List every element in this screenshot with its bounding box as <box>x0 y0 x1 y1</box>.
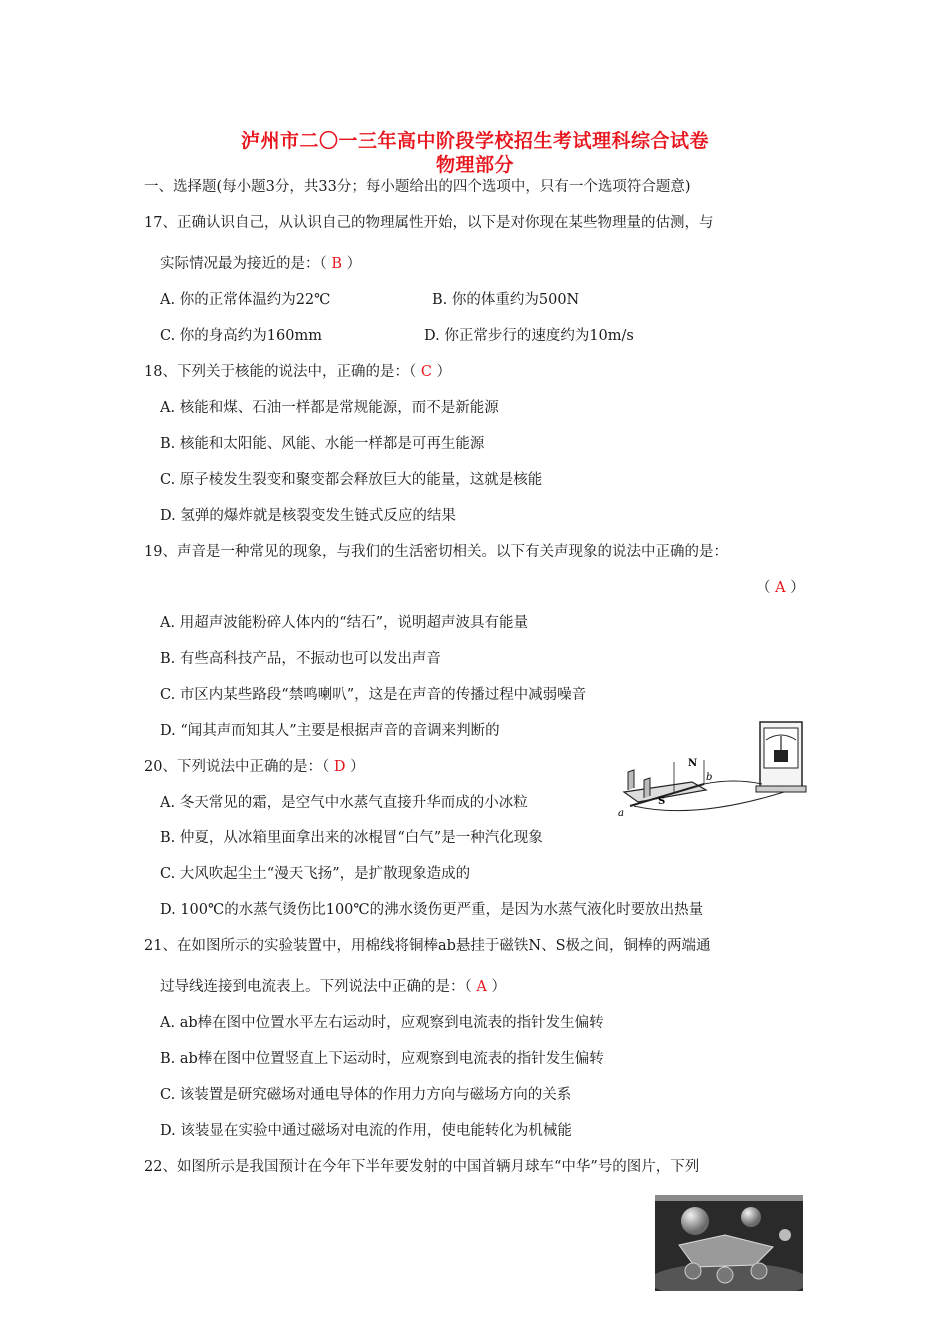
q17-stem-cont: 实际情况最为接近的是：（ B ） <box>160 256 362 272</box>
q21-option-c: C. 该装置是研究磁场对通电导体的作用力方向与磁场方向的关系 <box>160 1087 572 1103</box>
apparatus-figure <box>614 720 814 820</box>
q18-option-d: D. 氢弹的爆炸就是核裂变发生链式反应的结果 <box>160 508 456 524</box>
q21-option-a: A. ab棒在图中位置水平左右运动时，应观察到电流表的指针发生偏转 <box>160 1015 604 1031</box>
exam-title: 泸州市二〇一三年高中阶段学校招生考试理科综合试卷 <box>240 130 709 152</box>
q18-option-a: A. 核能和煤、石油一样都是常规能源，而不是新能源 <box>160 400 499 416</box>
q19-option-d: D. “闻其声而知其人”主要是根据声音的音调来判断的 <box>160 723 500 739</box>
q20-answer: D <box>333 759 346 775</box>
q17-option-d: D. 你正常步行的速度约为10m/s <box>424 328 634 344</box>
rover-wheel <box>717 1267 733 1283</box>
magnet-pole-left <box>628 770 634 790</box>
galvanometer-core <box>774 750 788 762</box>
q17-option-a: A. 你的正常体温约为22℃ <box>160 292 331 308</box>
q21-stem: 21、在如图所示的实验装置中，用棉线将铜棒ab悬挂于磁铁N、S极之间，铜棒的两端通 <box>144 938 711 954</box>
q18-stem: 18、下列关于核能的说法中，正确的是：（ C ） <box>144 364 452 380</box>
magnet-pole-right <box>644 778 650 798</box>
rover-camera <box>779 1229 791 1241</box>
q19-option-b: B. 有些高科技产品，不振动也可以发出声音 <box>160 651 441 667</box>
q20-option-c: C. 大风吹起尘土“漫天飞扬”，是扩散现象造成的 <box>160 866 471 882</box>
q17-stem: 17、正确认识自己，从认识自己的物理属性开始，以下是对你现在某些物理量的估测，与 <box>144 215 714 231</box>
q21-answer: A <box>476 979 487 995</box>
label-n: N <box>688 758 698 769</box>
exam-subtitle: 物理部分 <box>435 154 514 176</box>
q17-answer: B <box>331 256 343 272</box>
q18-option-c: C. 原子棱发生裂变和聚变都会释放巨大的能量，这就是核能 <box>160 472 543 488</box>
section-heading: 一、选择题(每小题3分，共33分；每小题给出的四个选项中，只有一个选项符合题意) <box>144 179 691 195</box>
lunar-rover-photo <box>655 1195 803 1291</box>
q19-answer-bracket: （ A ） <box>756 580 805 596</box>
q18-answer: C <box>420 364 432 380</box>
q21-option-d: D. 该装显在实验中通过磁场对电流的作用，使电能转化为机械能 <box>160 1123 572 1139</box>
rover-wheel <box>685 1263 701 1279</box>
q19-answer: A <box>775 580 786 596</box>
rover-wheel <box>751 1263 767 1279</box>
q19-stem: 19、声音是一种常见的现象，与我们的生活密切相关。以下有关声现象的说法中正确的是： <box>144 544 728 560</box>
q19-option-c: C. 市区内某些路段“禁鸣喇叭”，这是在声音的传播过程中减弱噪音 <box>160 687 587 703</box>
label-a: a <box>618 808 624 819</box>
q17-option-c: C. 你的身高约为160mm <box>160 328 322 344</box>
galvanometer-base <box>756 786 806 792</box>
q20-option-b: B. 仲夏，从冰箱里面拿出来的冰棍冒“白气”是一种汽化现象 <box>160 830 543 846</box>
label-s: S <box>658 796 666 807</box>
q20-stem: 20、下列说法中正确的是：（ D ） <box>144 759 365 775</box>
wire <box>704 781 762 784</box>
q17-option-b: B. 你的体重约为500N <box>432 292 580 308</box>
q20-option-d: D. 100℃的水蒸气烫伤比100℃的沸水烫伤更严重，是因为水蒸气液化时要放出热量 <box>160 902 704 918</box>
q21-option-b: B. ab棒在图中位置竖直上下运动时，应观察到电流表的指针发生偏转 <box>160 1051 604 1067</box>
rover-solar-panel <box>681 1207 709 1235</box>
q18-option-b: B. 核能和太阳能、风能、水能一样都是可再生能源 <box>160 436 485 452</box>
q22-stem: 22、如图所示是我国预计在今年下半年要发射的中国首辆月球车“中华”号的图片，下列 <box>144 1159 700 1175</box>
q21-stem-cont: 过导线连接到电流表上。下列说法中正确的是：（ A ） <box>160 979 506 995</box>
rover-antenna <box>741 1207 761 1227</box>
photo-top-strip <box>655 1195 803 1201</box>
label-b: b <box>706 772 713 783</box>
q19-option-a: A. 用超声波能粉碎人体内的“结石”，说明超声波具有能量 <box>160 615 529 631</box>
q20-option-a: A. 冬天常见的霜，是空气中水蒸气直接升华而成的小冰粒 <box>160 795 528 811</box>
